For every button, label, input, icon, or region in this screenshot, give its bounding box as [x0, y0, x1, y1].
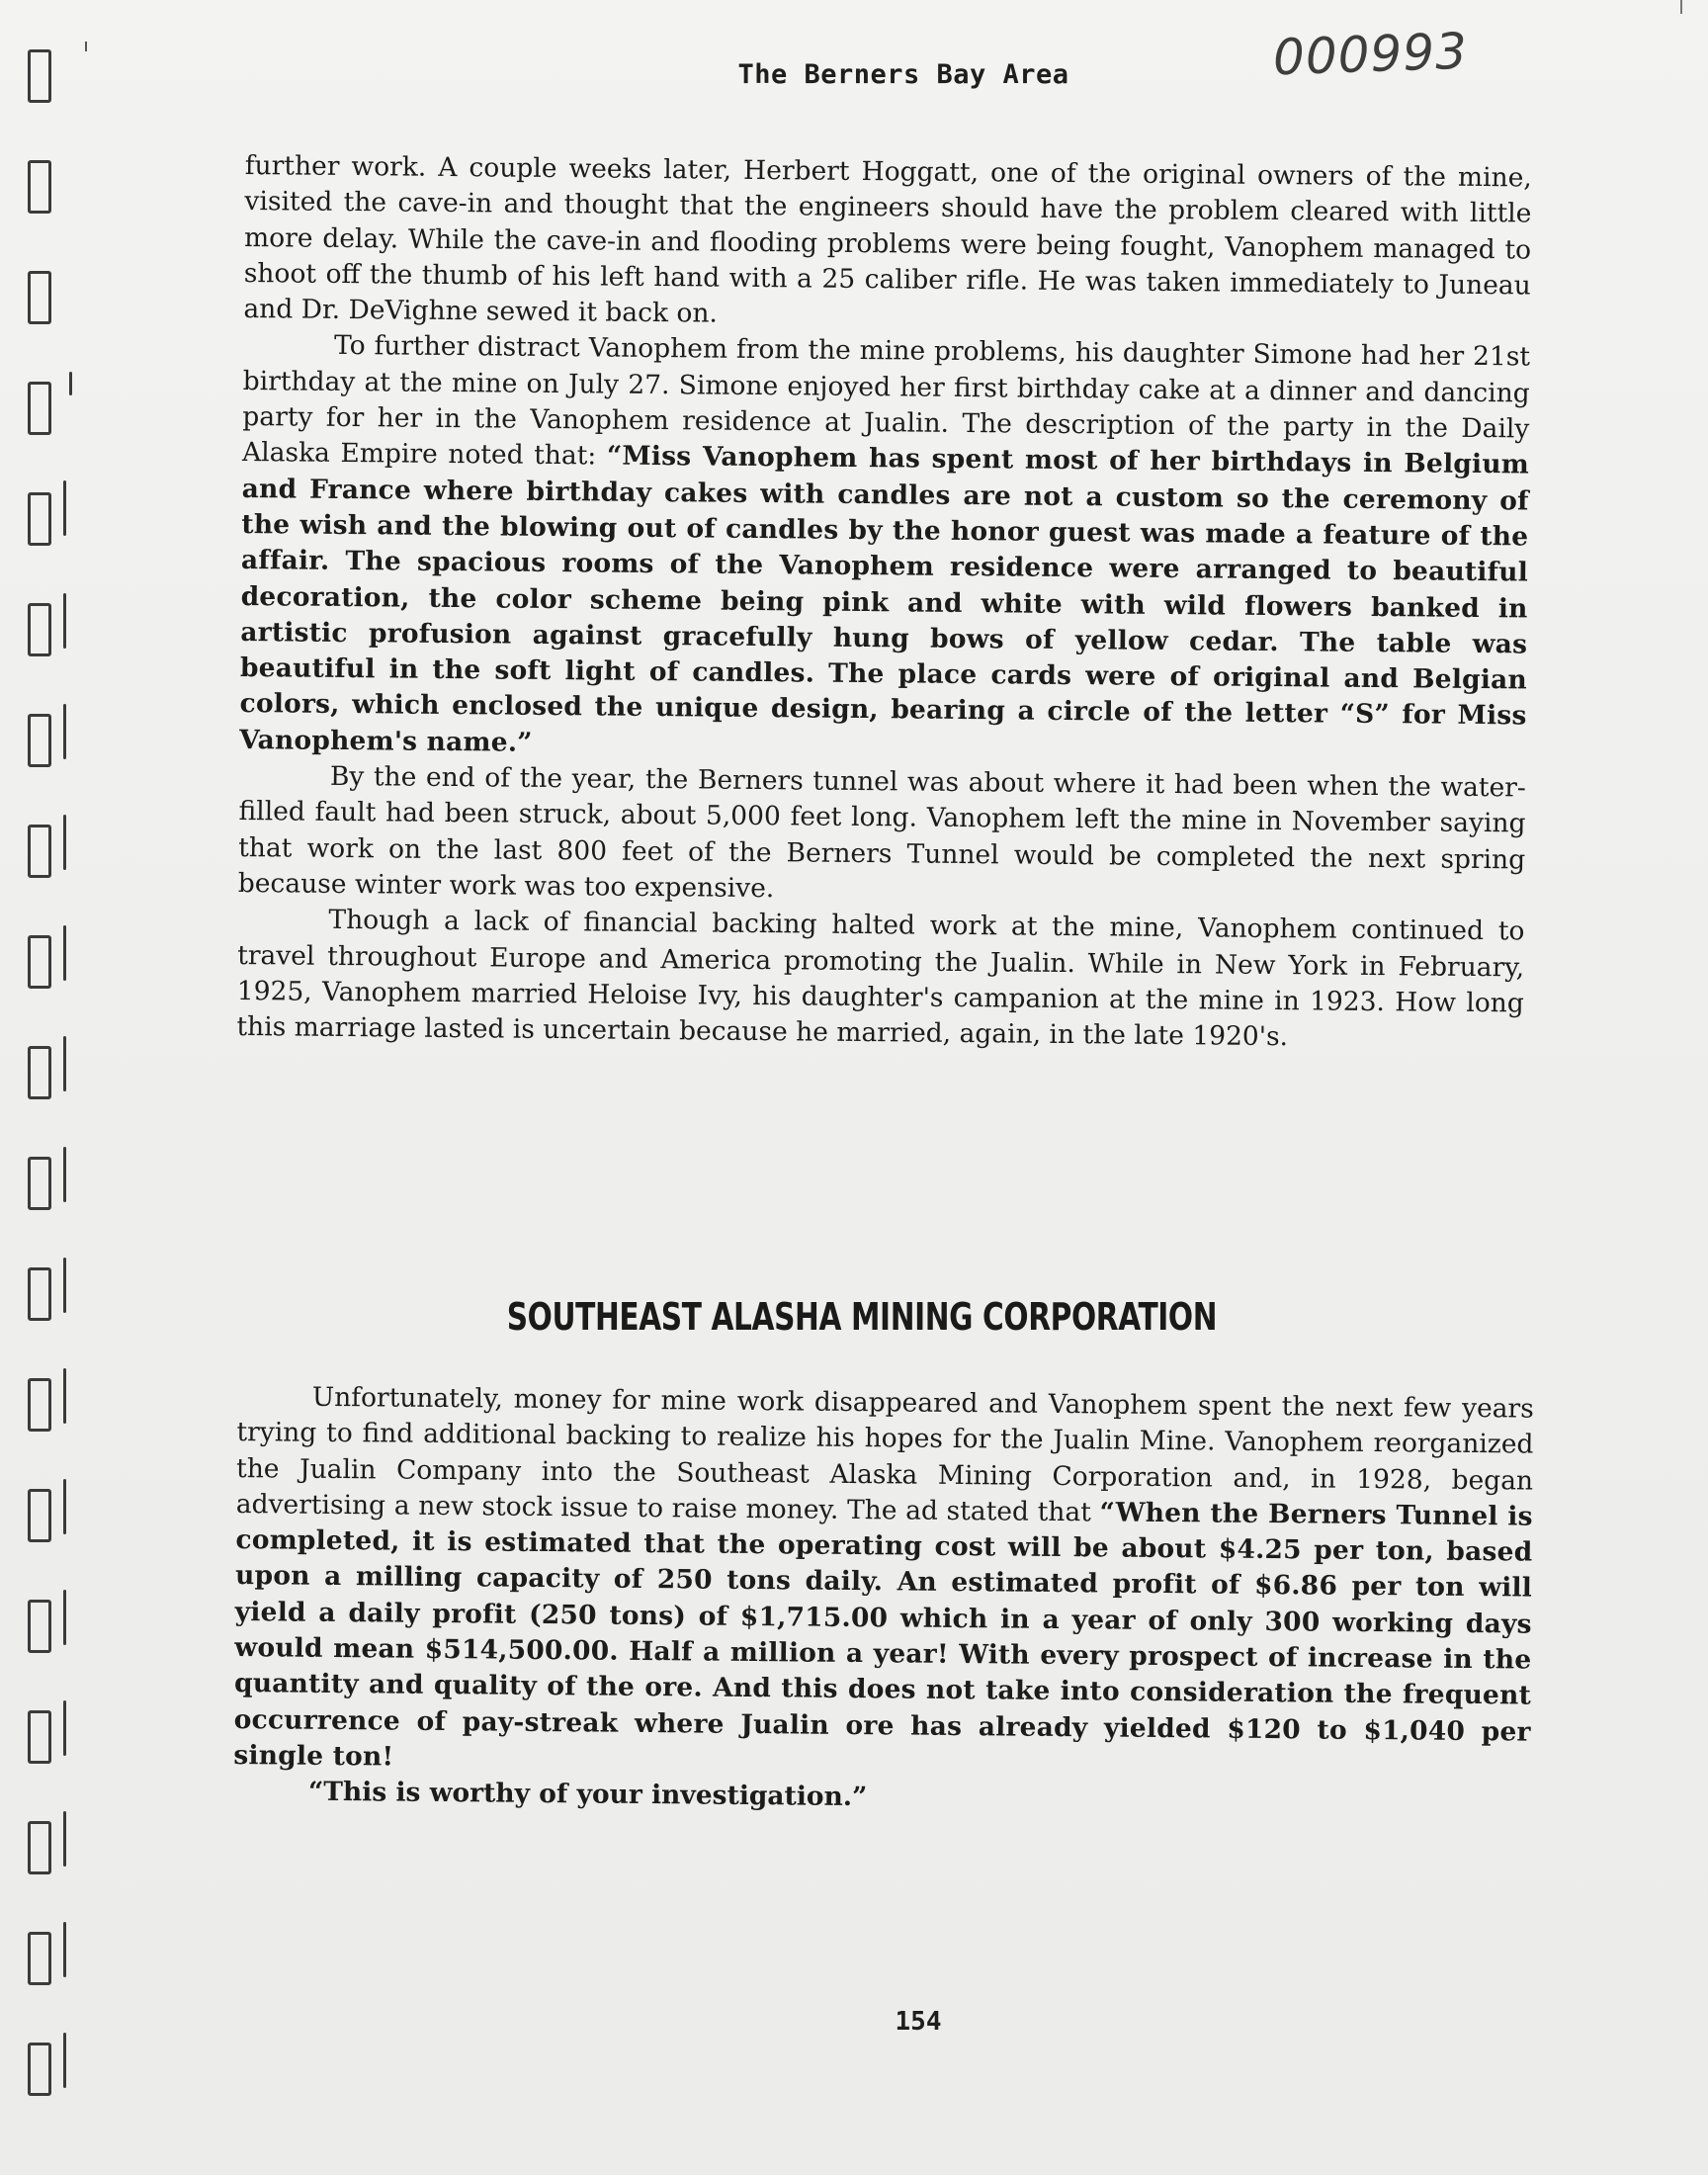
binder-ring-mark: [69, 372, 72, 395]
binder-hole: [28, 160, 51, 214]
body-text-section-1: [236, 148, 1532, 1058]
binder-ring-mark: [63, 1700, 66, 1756]
binder-holes: [22, 40, 71, 2155]
binder-hole: [28, 382, 51, 435]
binder-hole: [28, 1267, 51, 1321]
binder-ring-mark: [63, 2033, 66, 2088]
binder-hole: [28, 1600, 51, 1653]
binder-ring-mark: [63, 704, 66, 759]
page-number: 154: [895, 2007, 942, 2037]
binder-ring-mark: [63, 1922, 66, 1977]
binder-hole: [28, 935, 51, 989]
binder-hole: [28, 1932, 51, 1985]
binder-hole: [28, 603, 51, 656]
paragraph-intro: Unfortunately, money for mine work disappeared and Vanophem spent the next few years trying to find additional backing to realize his hopes for the Jualin Mine. Vanophem reorganized the Jualin Company into the Southeast Alaska Mining Corporation and, in 1928, began advertising a new stock issue to raise money. The ad stated that: [235, 1381, 1534, 1528]
binder-ring-mark: [63, 1479, 66, 1534]
binder-ring-mark: [63, 1036, 66, 1091]
binder-hole: [28, 714, 51, 767]
newspaper-quote: “Miss Vanophem has spent most of her birthdays in Belgium and France where birthday cakes with candles are not a custom so the ceremony of the wish and the blowing out of candles by the honor guest was made a feature of the affair. The spacious rooms of the Vanophem residence were arranged to beautiful decoration, the color scheme being pink and white with wild flowers banked in artistic profusion against gracefully hung bows of yellow cedar. The table was beautiful in the soft light of candles. The place cards were of original and Belgian colors, which enclosed the unique design, bearing a circle of the letter “S” for Miss Vanophem's name.”: [239, 440, 1530, 758]
binder-ring-mark: [63, 815, 66, 870]
binder-ring-mark: [63, 1368, 66, 1424]
paragraph: [239, 327, 1530, 770]
section-heading: SOUTHEAST ALASHA MINING CORPORATION: [506, 1295, 1218, 1339]
binder-ring-mark: [63, 480, 66, 536]
binder-ring-mark: [63, 1258, 66, 1313]
advertisement-closing: “This is worthy of your investigation.”: [307, 1776, 868, 1813]
scan-mark: [1680, 0, 1682, 14]
paragraph-intro: To further distract Vanophem from the mine problems, his daughter Simone had her 21st birthday at the mine on July 27. Simone enjoyed her first birthday cake at a dinner and dancing party for her in the Vanophem residence at Jualin. The description of the party in the Daily Alaska Empire noted that:: [241, 330, 1531, 472]
binder-ring-mark: [63, 1590, 66, 1645]
binder-hole: [28, 1489, 51, 1542]
paragraph: further work. A couple weeks later, Herbert Hoggatt, one of the original owners of the mine, visited the cave-in and thought that the engineers should have the problem cleared with little more delay. While the cave-in and flooding problems were being fought, Vanophem managed to shoot off the thumb of his left hand with a 25 caliber rifle. He was taken immediately to Juneau and Dr. DeVighne sewed it back on.: [243, 149, 1532, 329]
binder-ring-mark: [63, 1811, 66, 1867]
advertisement-quote: “When the Berners Tunnel is completed, it is estimated that the operating cost will be about $4.25 per ton, based upon a milling capacity of 250 tons daily. An estimated profit of $6.86 per ton will yield a daily profit (250 tons) of $1,715.00 which in a year of only 300 working days would mean $514,500.00. Half a million a year! With every prospect of increase in the quantity and quality of the ore. And this does not take into consideration the frequent occurrence of pay-streak where Jualin ore has already yielded $120 to $1,040 per single ton!: [233, 1497, 1533, 1773]
binder-hole: [28, 825, 51, 878]
body-text-section-2: [233, 1379, 1534, 1822]
running-head: The Berners Bay Area: [737, 59, 1069, 90]
binder-hole: [28, 1378, 51, 1432]
binder-hole: [28, 1710, 51, 1764]
binder-ring-mark: [63, 593, 66, 649]
binder-hole: [28, 271, 51, 324]
binder-hole: [28, 1157, 51, 1210]
paragraph: By the end of the year, the Berners tunnel was about where it had been when the water-filled fault had been struck, about 5,000 feet long. Vanophem left the mine in November saying that work on the last 800 feet of the Berners Tunnel would be completed the next spring because winter work was too expensive.: [237, 760, 1526, 905]
binder-hole: [28, 492, 51, 546]
paragraph: Though a lack of financial backing halted work at the mine, Vanophem continued to travel throughout Europe and America promoting the Jualin. While in New York in February, 1925, Vanophem married Heloise Ivy, his daughter's campanion at the mine in 1923. How long this marriage lasted is uncertain because he married, again, in the late 1920's.: [236, 905, 1525, 1053]
binder-hole: [28, 1821, 51, 1874]
binder-ring-mark: [63, 1147, 66, 1202]
paragraph: [233, 1379, 1534, 1786]
bates-number: 000993: [1272, 22, 1469, 87]
scan-mark: [85, 42, 87, 51]
binder-hole: [28, 2043, 51, 2096]
binder-ring-mark: [63, 925, 66, 981]
binder-hole: [28, 1046, 51, 1099]
